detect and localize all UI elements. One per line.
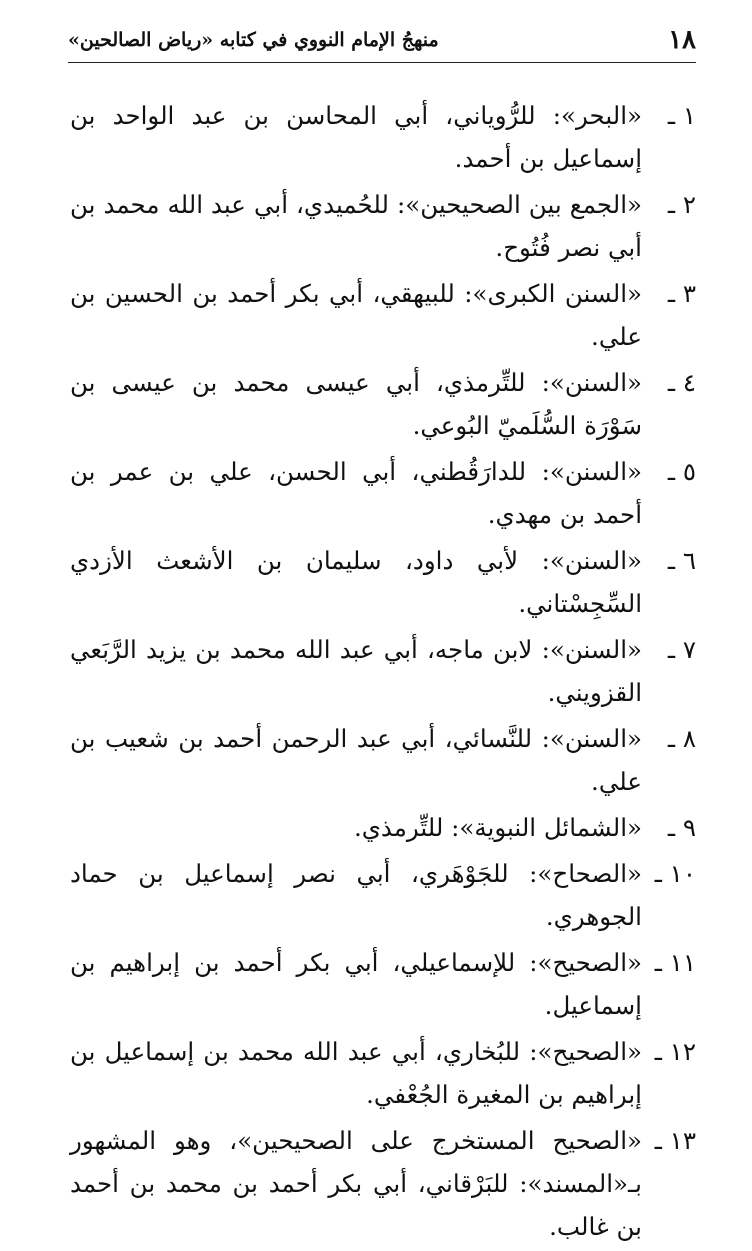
list-item <box>70 1030 696 1116</box>
page-number: ١٨ <box>668 25 696 55</box>
entry-text: «الصحيح»: للإسماعيلي، أبي بكر أحمد بن إبراهيم بن إسماعيل. <box>70 948 642 1020</box>
list-item <box>70 450 696 536</box>
list-item <box>70 539 696 625</box>
list-item <box>70 183 696 269</box>
entry-number: ٥ ـ <box>667 457 696 486</box>
entry-text: «السنن»: للتِّرمذي، أبي عيسى محمد بن عيسى بن سَوْرَة السُّلَميّ البُوعي. <box>70 368 642 440</box>
entry-text: «السنن»: للنَّسائي، أبي عبد الرحمن أحمد بن شعيب بن علي. <box>70 724 642 796</box>
page-header <box>68 22 696 58</box>
list-item <box>70 628 696 714</box>
entry-number: ٣ ـ <box>667 279 696 308</box>
list-item <box>70 272 696 358</box>
entry-text: «السنن»: لابن ماجه، أبي عبد الله محمد بن يزيد الرَّبَعي القزويني. <box>70 635 642 707</box>
entry-text: «الصحاح»: للجَوْهَري، أبي نصر إسماعيل بن حماد الجوهري. <box>70 859 642 931</box>
entry-text: «السنن»: لأبي داود، سليمان بن الأشعث الأزدي السِّجِسْتاني. <box>70 546 642 618</box>
entry-number: ٧ ـ <box>667 635 696 664</box>
entry-text: «السنن الكبرى»: للبيهقي، أبي بكر أحمد بن الحسين بن علي. <box>70 279 642 351</box>
entry-number: ١٠ ـ <box>654 859 696 888</box>
entry-number: ١٢ ـ <box>654 1037 696 1066</box>
entry-number: ٩ ـ <box>667 813 696 842</box>
entry-number: ٨ ـ <box>667 724 696 753</box>
entry-number: ١١ ـ <box>654 948 696 977</box>
header-divider <box>68 62 696 63</box>
entry-text: «الصحيح»: للبُخاري، أبي عبد الله محمد بن إسماعيل بن إبراهيم بن المغيرة الجُعْفي. <box>70 1037 642 1109</box>
list-item <box>70 94 696 180</box>
list-item <box>70 717 696 803</box>
entry-text: «السنن»: للدارَقُطني، أبي الحسن، علي بن عمر بن أحمد بن مهدي. <box>70 457 642 529</box>
entry-number: ٦ ـ <box>667 546 696 575</box>
list-item <box>70 941 696 1027</box>
entry-text: «الجمع بين الصحيحين»: للحُميدي، أبي عبد الله محمد بن أبي نصر فُتُوح. <box>70 190 642 262</box>
list-item <box>70 361 696 447</box>
list-item <box>70 806 696 849</box>
list-item <box>70 852 696 938</box>
entry-text: «البحر»: للرُّوياني، أبي المحاسن بن عبد الواحد بن إسماعيل بن أحمد. <box>70 101 642 173</box>
entry-number: ٤ ـ <box>667 368 696 397</box>
entry-number: ١٣ ـ <box>654 1126 696 1155</box>
running-title: منهجُ الإمام النووي في كتابه «رياض الصالحين» <box>68 29 439 51</box>
entry-text: «الصحيح المستخرج على الصحيحين»، وهو المشهور بـ«المسند»: للبَرْقاني، أبي بكر أحمد بن محمد بن أحمد بن غالب. <box>70 1126 642 1241</box>
entry-number: ١ ـ <box>667 101 696 130</box>
list-item <box>70 1119 696 1248</box>
entry-text: «الشمائل النبوية»: للتِّرمذي. <box>353 813 642 842</box>
entry-number: ٢ ـ <box>667 190 696 219</box>
bibliography-list <box>70 94 696 1251</box>
